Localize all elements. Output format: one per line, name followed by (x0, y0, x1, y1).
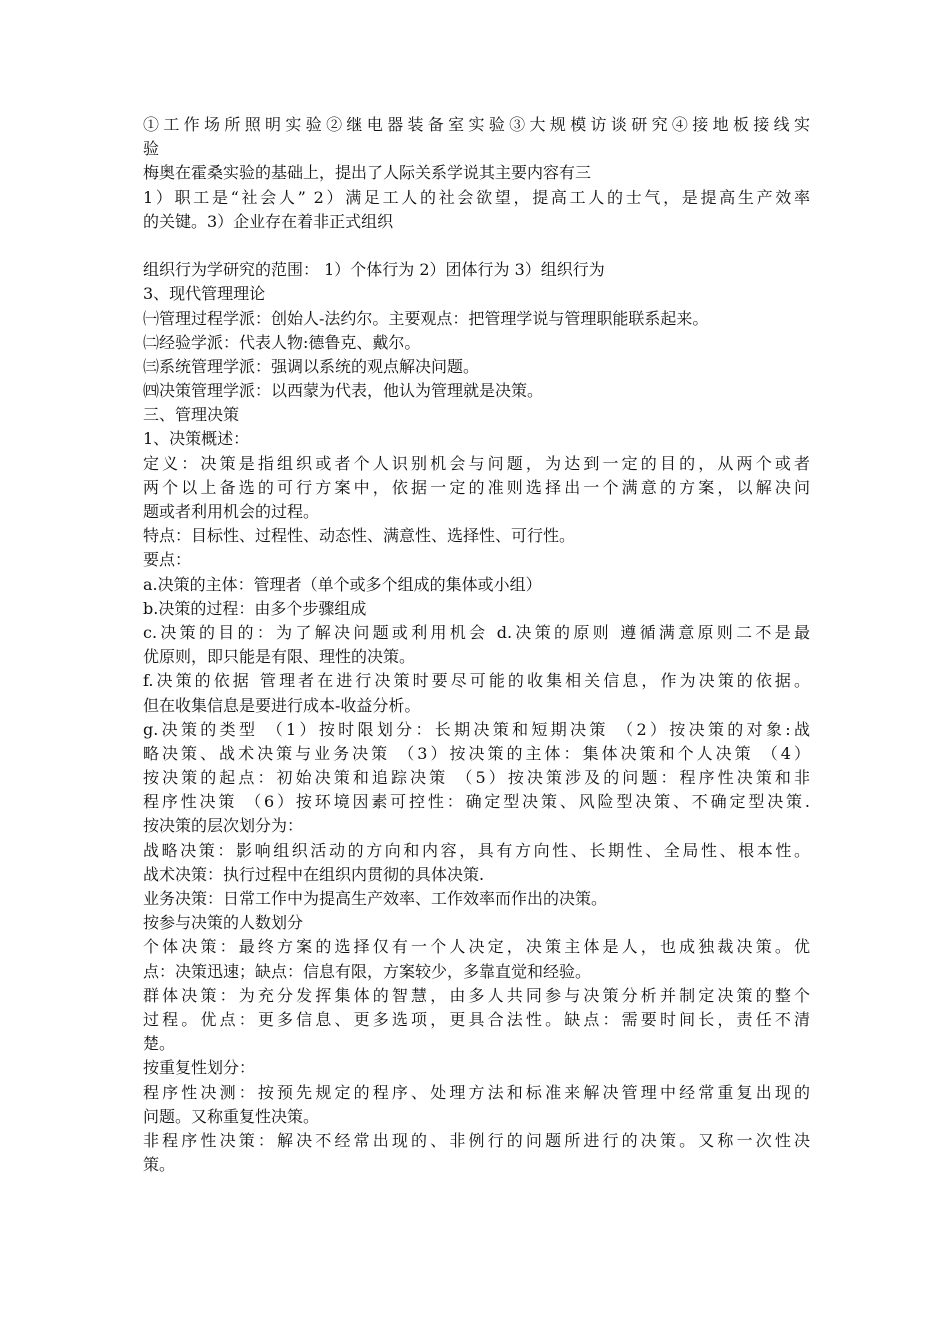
blank-line (143, 234, 810, 258)
text-line: 程序性决测：按预先规定的程序、处理方法和标准来解决管理中经常重复出现的 (143, 1082, 810, 1102)
section-heading: 三、管理决策 (143, 405, 240, 425)
text-line: 战术决策：执行过程中在组织内贯彻的具体决策. (143, 864, 485, 884)
text-line: 但在收集信息是要进行成本-收益分析。 (143, 695, 421, 715)
text-line: ㈠管理过程学派：创始人-法约尔。主要观点：把管理学说与管理职能联系起来。 (143, 308, 709, 328)
text-line: 按决策的层次划分为： (143, 816, 304, 836)
text-line: 题或者利用机会的过程。 (143, 502, 320, 521)
section-heading: 1、决策概述： (143, 429, 250, 449)
text-line: 群体决策：为充分发挥集体的智慧，由多人共同参与决策分析并制定决策的整个 (143, 985, 810, 1005)
text-line: 非程序性决策：解决不经常出现的、非例行的问题所进行的决策。又称一次性决 (143, 1130, 810, 1150)
text-line: 点：决策迅速；缺点：信息有限，方案较少，多靠直觉和经验。 (143, 961, 592, 981)
text-line: c.决策的目的：为了解决问题或利用机会 d.决策的原则 遵循满意原则二不是最 (143, 622, 810, 642)
text-line: 定义：决策是指组织或者个人识别机会与问题，为达到一定的目的，从两个或者 (143, 453, 810, 473)
section-heading: 3、现代管理理论 (143, 284, 266, 304)
text-line: 两个以上备选的可行方案中，依据一定的准则选择出一个满意的方案，以解决问 (143, 477, 810, 497)
text-line: 按决策的起点：初始决策和追踪决策 （5）按决策涉及的问题：程序性决策和非 (143, 768, 810, 788)
text-line: 业务决策：日常工作中为提高生产效率、工作效率而作出的决策。 (143, 889, 608, 908)
text-line: 程序性决策 （6）按环境因素可控性：确定型决策、风险型决策、不确定型决策. (143, 792, 810, 812)
text-line: f.决策的依据 管理者在进行决策时要尽可能的收集相关信息，作为决策的依据。 (143, 671, 810, 691)
text-line: 验 (143, 139, 160, 159)
text-line: 的关键。3）企业存在着非正式组织 (143, 211, 394, 231)
text-line: 个体决策：最终方案的选择仅有一个人决定，决策主体是人，也成独裁决策。优 (143, 937, 810, 957)
text-line: 特点：目标性、过程性、动态性、满意性、选择性、可行性。 (143, 526, 576, 546)
text-line: 问题。又称重复性决策。 (143, 1106, 320, 1126)
text-line: a.决策的主体：管理者（单个或多个组成的集体或小组） (143, 574, 542, 594)
text-line: 要点： (143, 550, 192, 570)
text-line: 按重复性划分： (143, 1058, 256, 1078)
text-line: 1）职工是“社会人” 2）满足工人的社会欲望，提高工人的士气，是提高生产效率 (143, 187, 810, 207)
text-line: 组织行为学研究的范围： 1）个体行为 2）团体行为 3）组织行为 (143, 260, 605, 280)
text-line: 楚。 (143, 1034, 176, 1054)
text-line: ①工作场所照明实验②继电器装备室实验③大规模访谈研究④接地板接线实 (143, 115, 810, 134)
text-line: ㈢系统管理学派：强调以系统的观点解决问题。 (143, 356, 480, 376)
text-line: 略决策、战术决策与业务决策 （3）按决策的主体：集体决策和个人决策 （4） (143, 743, 810, 763)
text-line: g.决策的类型 （1）按时限划分：长期决策和短期决策 （2）按决策的对象:战 (143, 719, 810, 739)
text-line: 按参与决策的人数划分 (143, 913, 304, 933)
text-line: 优原则，即只能是有限、理性的决策。 (143, 647, 416, 667)
text-line: 策。 (143, 1155, 176, 1175)
text-line: 战略决策：影响组织活动的方向和内容，具有方向性、长期性、全局性、根本性。 (143, 840, 810, 860)
text-line: ㈣决策管理学派：以西蒙为代表，他认为管理就是决策。 (143, 381, 544, 401)
text-line: b.决策的过程：由多个步骤组成 (143, 598, 367, 618)
text-line: 梅奥在霍桑实验的基础上，提出了人际关系学说其主要内容有三 (143, 163, 592, 183)
text-line: ㈡经验学派：代表人物:德鲁克、戴尔。 (143, 332, 421, 352)
text-line: 过程。优点：更多信息、更多选项，更具合法性。缺点：需要时间长，责任不清 (143, 1009, 810, 1029)
